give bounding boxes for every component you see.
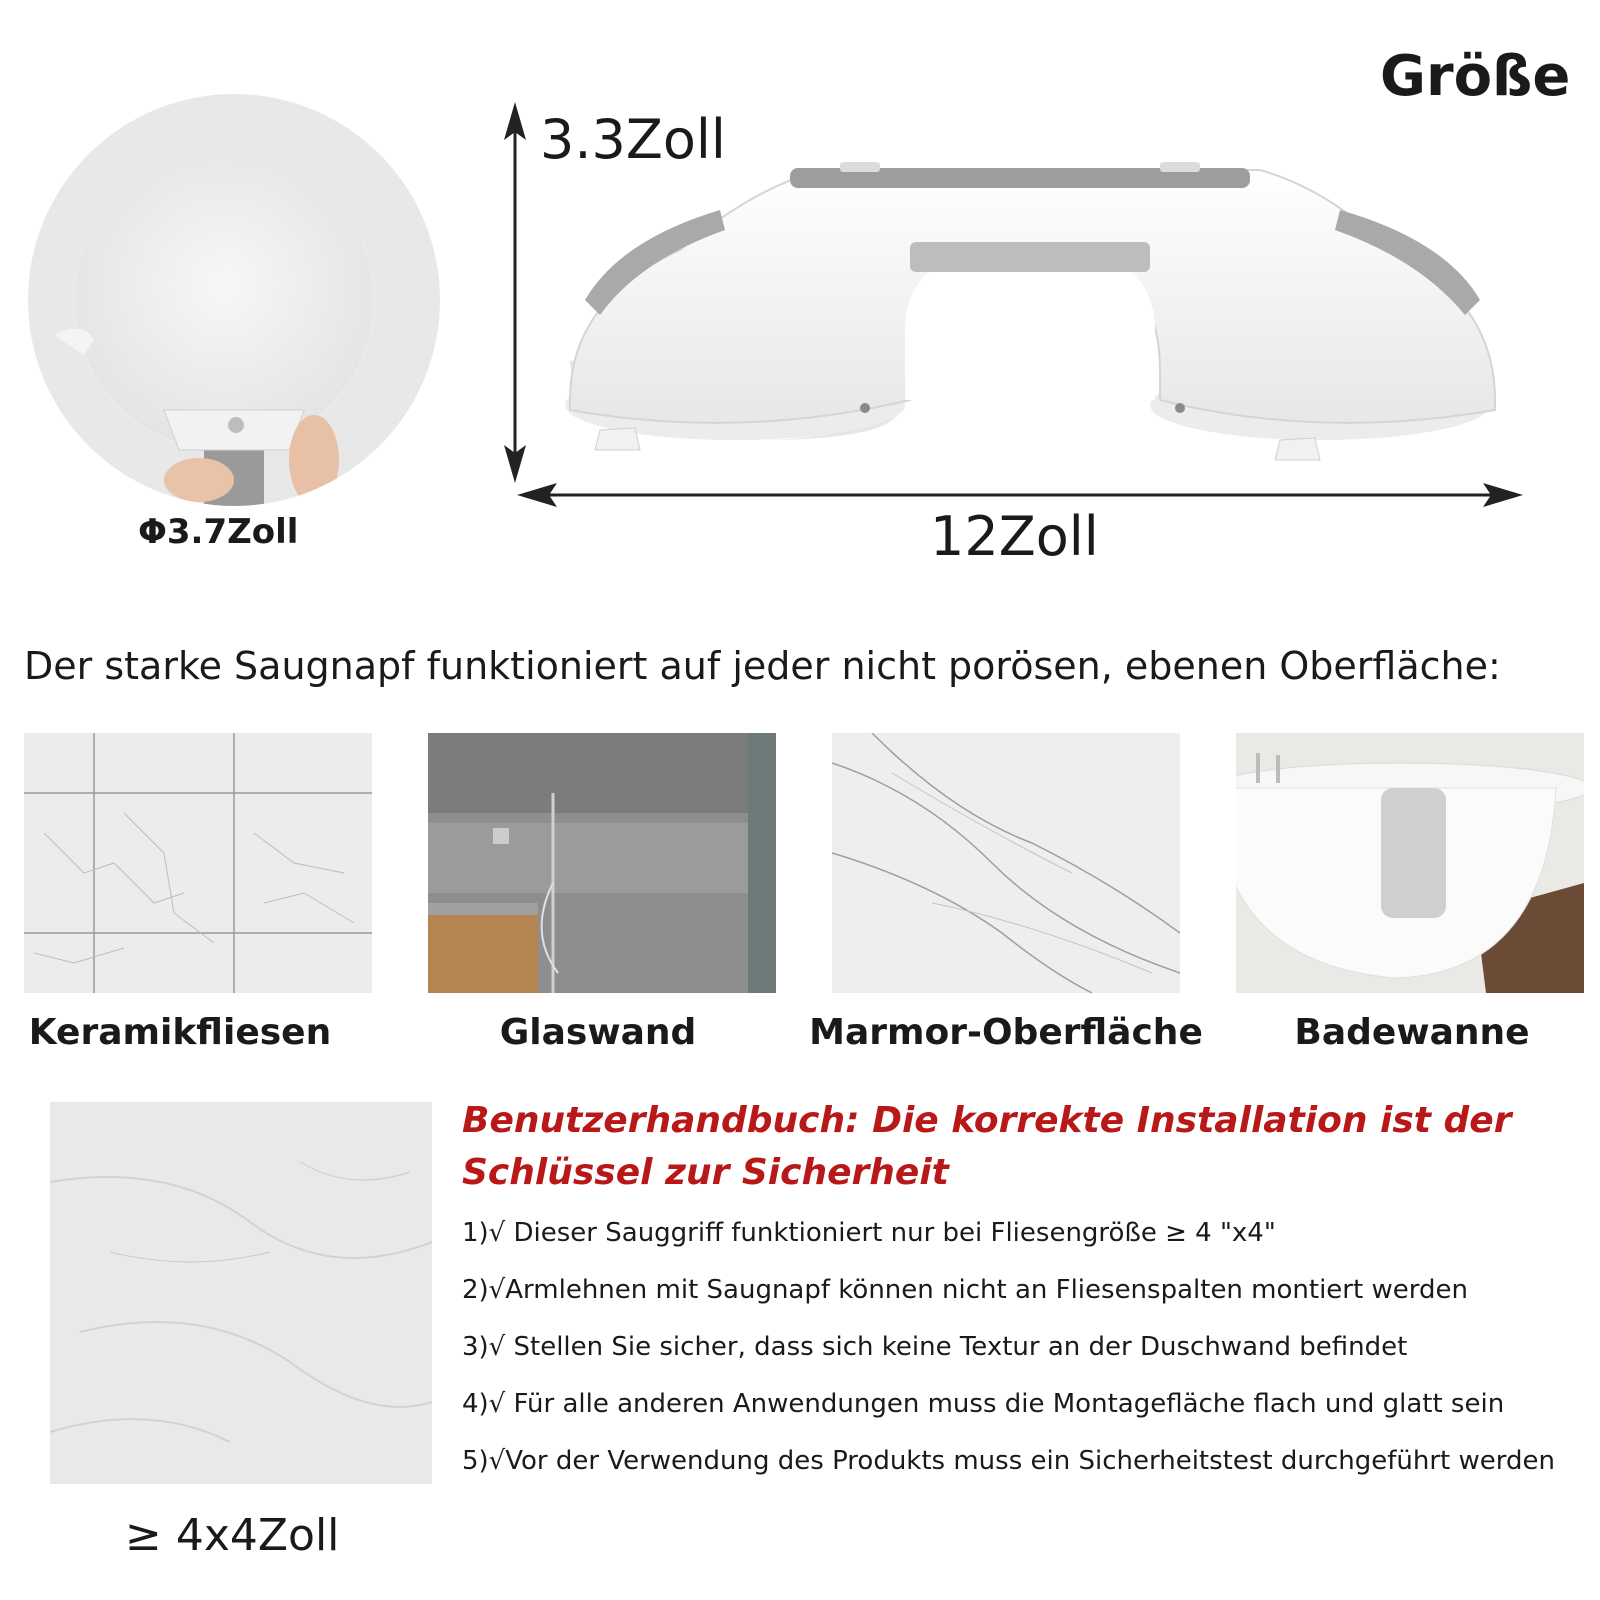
glass-wall-photo [428, 733, 776, 993]
surface-label-ceramic: Keramikfliesen [28, 1012, 332, 1053]
surface-label-glass: Glaswand [499, 1012, 697, 1053]
manual-title: Benutzerhandbuch: Die korrekte Installation ist der Schlüssel zur Sicherheit [462, 1100, 1512, 1193]
marble-surface-photo [832, 733, 1180, 993]
size-heading: Größe [1380, 44, 1571, 109]
manual-step-1: 1)√ Dieser Sauggriff funktioniert nur bei Fliesengröße ≥ 4 "x4" [462, 1218, 1276, 1248]
tile-sample-photo [50, 1102, 432, 1484]
ceramic-tiles-photo [24, 733, 372, 993]
width-label: 12Zoll [930, 505, 1099, 568]
bathtub-photo [1236, 733, 1584, 993]
height-label: 3.3Zoll [540, 108, 726, 171]
manual-step-2: 2)√Armlehnen mit Saugnapf können nicht an Fliesenspalten montiert werden [462, 1275, 1468, 1305]
tile-size-caption: ≥ 4x4Zoll [125, 1510, 340, 1561]
surfaces-headline: Der starke Saugnapf funktioniert auf jeder nicht porösen, ebenen Oberfläche: [24, 644, 1501, 688]
diameter-label: Φ3.7Zoll [138, 512, 299, 552]
surface-label-marble: Marmor-Oberfläche [809, 1012, 1203, 1053]
manual-step-5: 5)√Vor der Verwendung des Produkts muss ein Sicherheitstest durchgeführt werden [462, 1446, 1555, 1476]
height-arrow [495, 100, 535, 485]
manual-step-3: 3)√ Stellen Sie sicher, dass sich keine Textur an der Duschwand befindet [462, 1332, 1408, 1362]
surface-label-bathtub: Badewanne [1294, 1012, 1530, 1053]
grab-bar-photo [560, 150, 1510, 470]
suction-cup-photo [24, 90, 444, 510]
manual-step-4: 4)√ Für alle anderen Anwendungen muss die Montagefläche flach und glatt sein [462, 1389, 1505, 1419]
